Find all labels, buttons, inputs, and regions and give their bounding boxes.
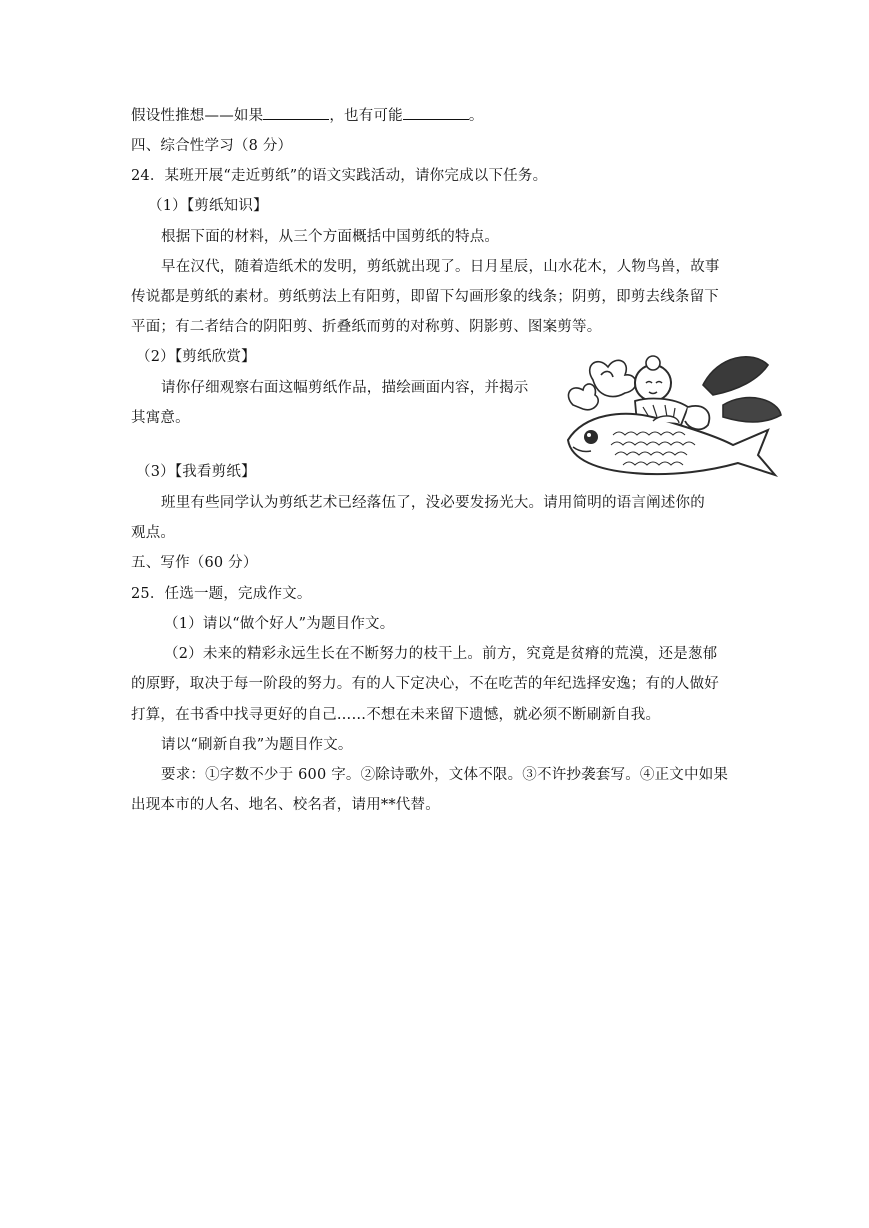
essay-option-1: （1）请以“做个好人”为题目作文。 xyxy=(164,616,395,632)
task-2-instruction-line-2: 其寓意。 xyxy=(131,410,190,426)
question-24-stem: 24．某班开展“走近剪纸”的语文实践活动，请你完成以下任务。 xyxy=(131,168,548,184)
task-2-instruction-line-1: 请你仔细观察右面这幅剪纸作品，描绘画面内容，并揭示 xyxy=(161,380,529,396)
essay-option-2-title: 请以“刷新自我”为题目作文。 xyxy=(161,737,353,753)
task-1-heading: （1）【剪纸知识】 xyxy=(148,198,268,214)
hypothesis-suffix: 。 xyxy=(468,108,484,124)
material-paragraph-line-1: 早在汉代，随着造纸术的发明，剪纸就出现了。日月星辰，山水花木，人物鸟兽，故事 xyxy=(161,259,720,275)
task-2-heading: （2）【剪纸欣赏】 xyxy=(136,349,256,365)
question-25-stem: 25．任选一题，完成作文。 xyxy=(131,586,312,602)
essay-requirements-line-1: 要求：①字数不少于 600 字。②除诗歌外，文体不限。③不许抄袭套写。④正文中如果 xyxy=(161,767,729,783)
section-four-heading: 四、综合性学习（8 分） xyxy=(131,138,293,154)
material-paragraph-line-2: 传说都是剪纸的素材。剪纸剪法上有阳剪，即留下勾画形象的线条；阴剪，即剪去线条留下 xyxy=(131,289,719,305)
task-3-heading: （3）【我看剪纸】 xyxy=(136,464,256,480)
hypothesis-line xyxy=(131,105,484,126)
essay-requirements-line-2: 出现本市的人名、地名、校名者，请用**代替。 xyxy=(131,797,440,813)
section-five-heading: 五、写作（60 分） xyxy=(131,555,258,571)
essay-option-2-line-1: （2）未来的精彩永远生长在不断努力的枝干上。前方，究竟是贫瘠的荒漠，还是葱郁 xyxy=(164,646,718,662)
hypothesis-middle: ，也有可能 xyxy=(329,108,403,124)
essay-option-2-line-2: 的原野，取决于每一阶段的努力。有的人下定决心，不在吃苦的年纪选择安逸；有的人做好 xyxy=(131,676,719,692)
answer-blank-2[interactable] xyxy=(403,105,469,120)
task-1-instruction: 根据下面的材料，从三个方面概括中国剪纸的特点。 xyxy=(161,229,500,245)
paper-cut-child-riding-carp-icon xyxy=(553,345,785,487)
task-3-instruction-line-1: 班里有些同学认为剪纸艺术已经落伍了，没必要发扬光大。请用简明的语言阐述你的 xyxy=(161,495,705,511)
answer-blank-1[interactable] xyxy=(263,105,329,120)
essay-option-2-line-3: 打算，在书香中找寻更好的自己……不想在未来留下遗憾，就必须不断刷新自我。 xyxy=(131,707,661,723)
task-3-instruction-line-2: 观点。 xyxy=(131,525,176,541)
hypothesis-prefix: 假设性推想——如果 xyxy=(131,108,264,124)
material-paragraph-line-3: 平面；有二者结合的阴阳剪、折叠纸而剪的对称剪、阴影剪、图案剪等。 xyxy=(131,319,602,335)
